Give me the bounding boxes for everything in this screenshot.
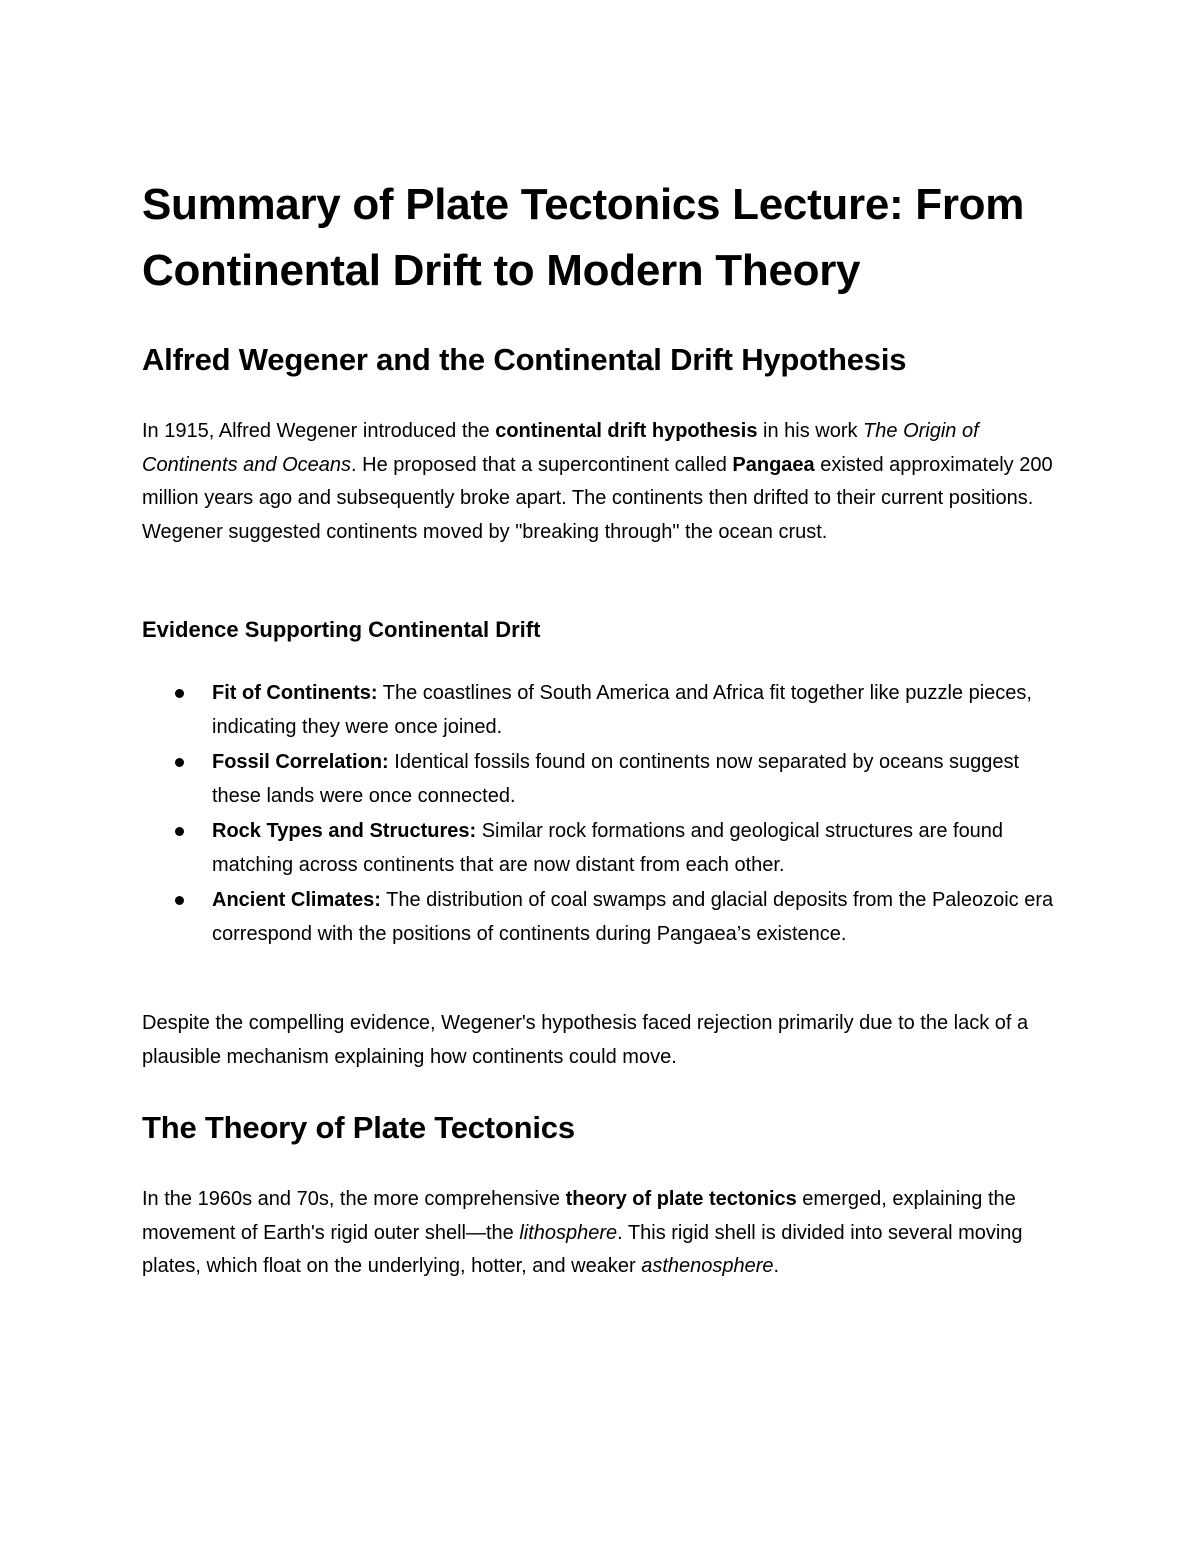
text-run: In 1915, Alfred Wegener introduced the [142, 420, 496, 442]
plate-tectonics-paragraph [142, 1183, 1062, 1284]
evidence-text: The coastlines of South America and Africa fit together like puzzle pieces, indicating they were once joined. [212, 682, 1032, 738]
bold-term: Pangaea [732, 453, 815, 476]
evidence-list [142, 677, 1062, 953]
list-item [142, 677, 1062, 744]
bold-term: theory of plate tectonics [565, 1188, 797, 1210]
text-run: emerged, explaining the movement of Earth's rigid outer shell—the [142, 1188, 1016, 1244]
bullet-icon [175, 758, 184, 767]
document-title: Summary of Plate Tectonics Lecture: From Continental Drift to Modern Theory [142, 180, 1025, 295]
conclusion-paragraph: Despite the compelling evidence, Wegener's hypothesis faced rejection primarily due to the lack of a plausible mechanism explaining how continents could move. [142, 1012, 1029, 1068]
list-item [142, 884, 1062, 951]
text-run: in his work [757, 420, 864, 442]
italic-term: lithosphere [519, 1221, 618, 1244]
section-heading-plate-tectonics: The Theory of Plate Tectonics [142, 1110, 575, 1145]
evidence-label: Fit of Continents: [212, 682, 378, 704]
evidence-label: Ancient Climates: [212, 889, 381, 911]
text-run: existed approximately 200 million years ago and subsequently broke apart. The continents then drifted to their current positions. Wegener suggested continents moved by "breaking through" the ocean crust. [142, 453, 1053, 543]
text-run: . He proposed that a supercontinent called [351, 453, 733, 476]
bold-term: continental drift hypothesis [495, 420, 758, 442]
evidence-label: Fossil Correlation: [212, 751, 389, 773]
evidence-text: The distribution of coal swamps and glacial deposits from the Paleozoic era correspond with the positions of continents during Pangaea’s existence. [212, 889, 1054, 945]
evidence-label: Rock Types and Structures: [212, 820, 477, 842]
list-item [142, 746, 1062, 813]
evidence-text: Similar rock formations and geological structures are found matching across continents that are now distant from each other. [212, 820, 1004, 876]
wegener-paragraph [142, 415, 1062, 549]
evidence-text: Identical fossils found on continents now separated by oceans suggest these lands were once connected. [212, 751, 1020, 807]
italic-title: The Origin of Continents and Oceans [142, 420, 979, 476]
bullet-icon [175, 827, 184, 836]
text-run: . [773, 1255, 780, 1277]
list-item [142, 815, 1062, 882]
section-heading-wegener: Alfred Wegener and the Continental Drift Hypothesis [142, 342, 907, 377]
evidence-subheading: Evidence Supporting Continental Drift [142, 617, 541, 642]
italic-term: asthenosphere [641, 1255, 774, 1277]
bullet-icon [175, 689, 184, 698]
text-run: . This rigid shell is divided into several moving plates, which float on the underlying, hotter, and weaker [142, 1221, 1023, 1277]
text-run: In the 1960s and 70s, the more comprehensive [142, 1188, 566, 1210]
bullet-icon [175, 896, 184, 905]
